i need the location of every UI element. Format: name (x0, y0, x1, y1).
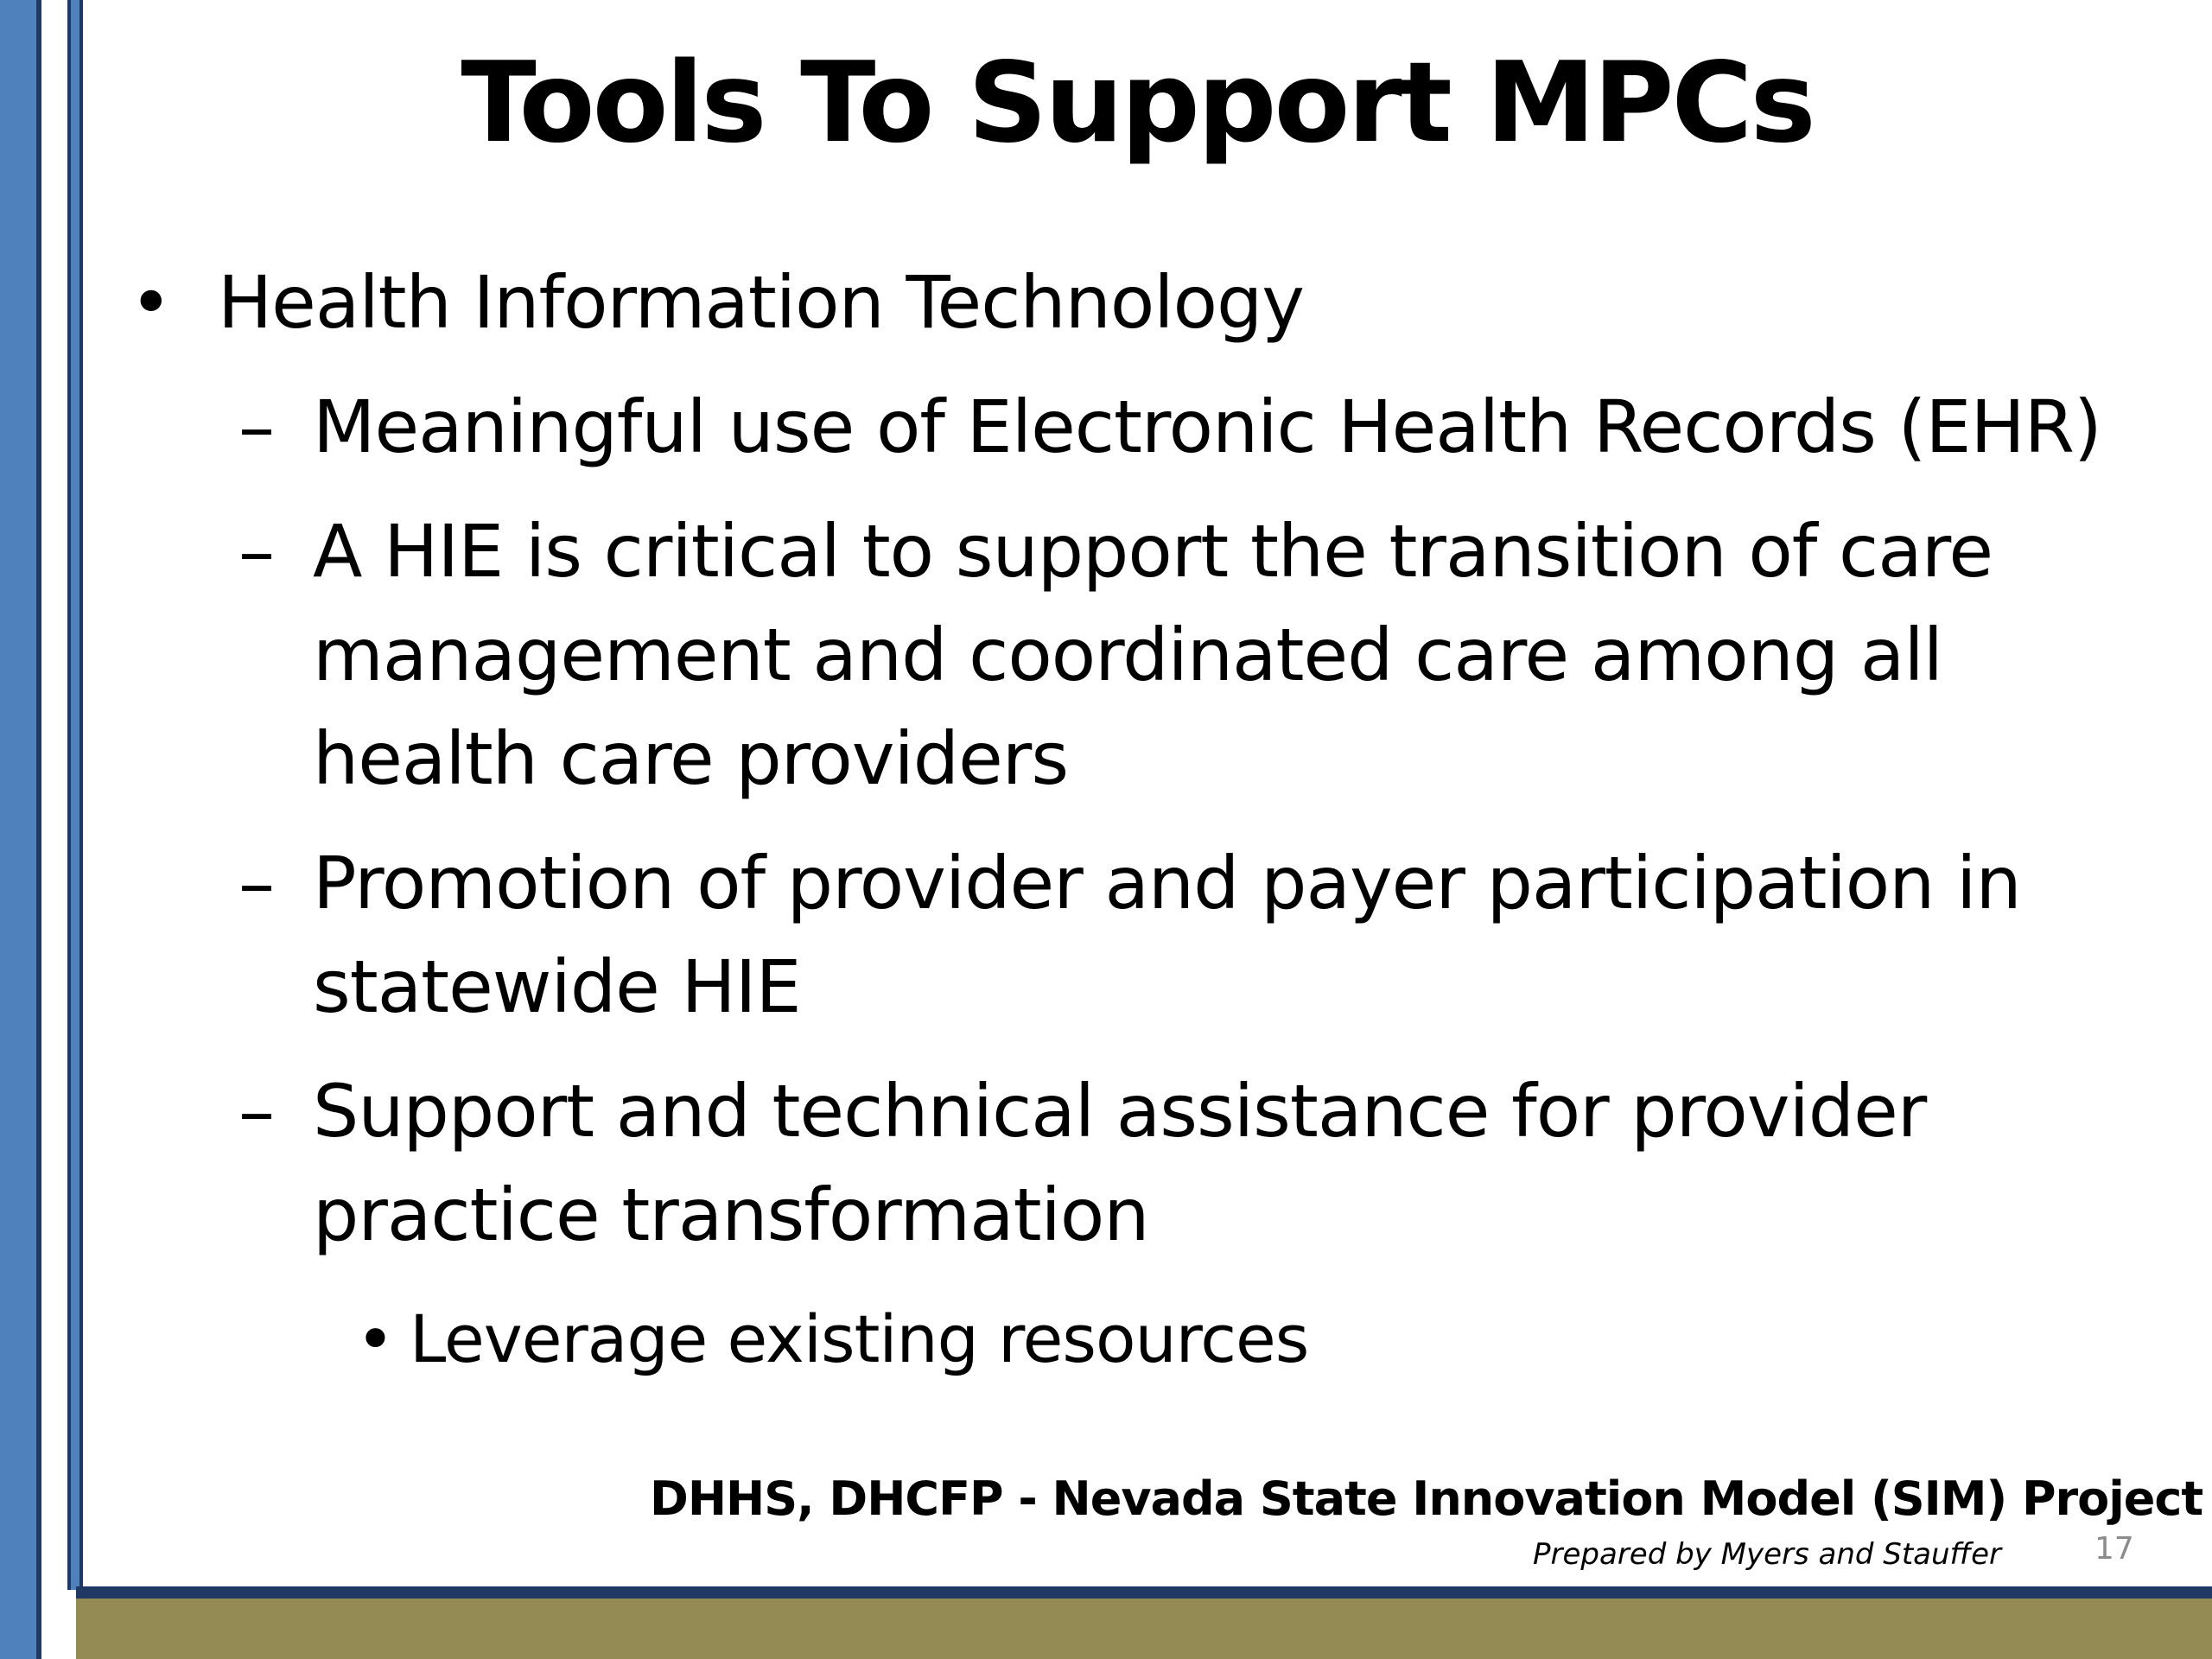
dash-icon: – (238, 385, 274, 469)
sub-sub-bullet-item (130, 1287, 2169, 1391)
bullet-text: Health Information Technology (218, 260, 1305, 345)
slide-title: Tools To Support MPCs (461, 39, 1814, 168)
sub-bullet-text: Promotion of provider and payer participation in statewide HIE (313, 841, 2021, 1029)
page-number: 17 (2094, 1531, 2134, 1567)
left-accent-bar-outer (0, 0, 41, 1659)
left-accent-bar-inner (67, 0, 83, 1590)
slide-content (130, 251, 2169, 1391)
dash-icon: – (238, 1069, 274, 1154)
bullet-icon: • (356, 1300, 394, 1377)
bullet-item (130, 251, 2169, 354)
sub-bullet-text: A HIE is critical to support the transition of care management and coordinated care among all health care providers (313, 509, 1993, 801)
footer-project-title: DHHS, DHCFP - Nevada State Innovation Model (SIM) Project (650, 1471, 2203, 1526)
sub-bullet-item (130, 831, 2169, 1039)
sub-bullet-item (130, 1059, 2169, 1267)
left-accent-gap (41, 0, 67, 1659)
sub-bullet-item (130, 499, 2169, 810)
dash-icon: – (238, 841, 274, 925)
bottom-accent-line (76, 1586, 2212, 1599)
bullet-icon: • (130, 260, 172, 345)
sub-sub-bullet-text: Leverage existing resources (410, 1300, 1309, 1377)
sub-bullet-text: Meaningful use of Electronic Health Records (EHR) (313, 385, 2101, 469)
dash-icon: – (238, 509, 274, 594)
sub-bullet-text: Support and technical assistance for provider practice transformation (313, 1069, 1927, 1257)
bottom-accent-bar (76, 1599, 2212, 1659)
sub-bullet-item (130, 375, 2169, 479)
footer-prepared-by: Prepared by Myers and Stauffer (1533, 1537, 2001, 1572)
